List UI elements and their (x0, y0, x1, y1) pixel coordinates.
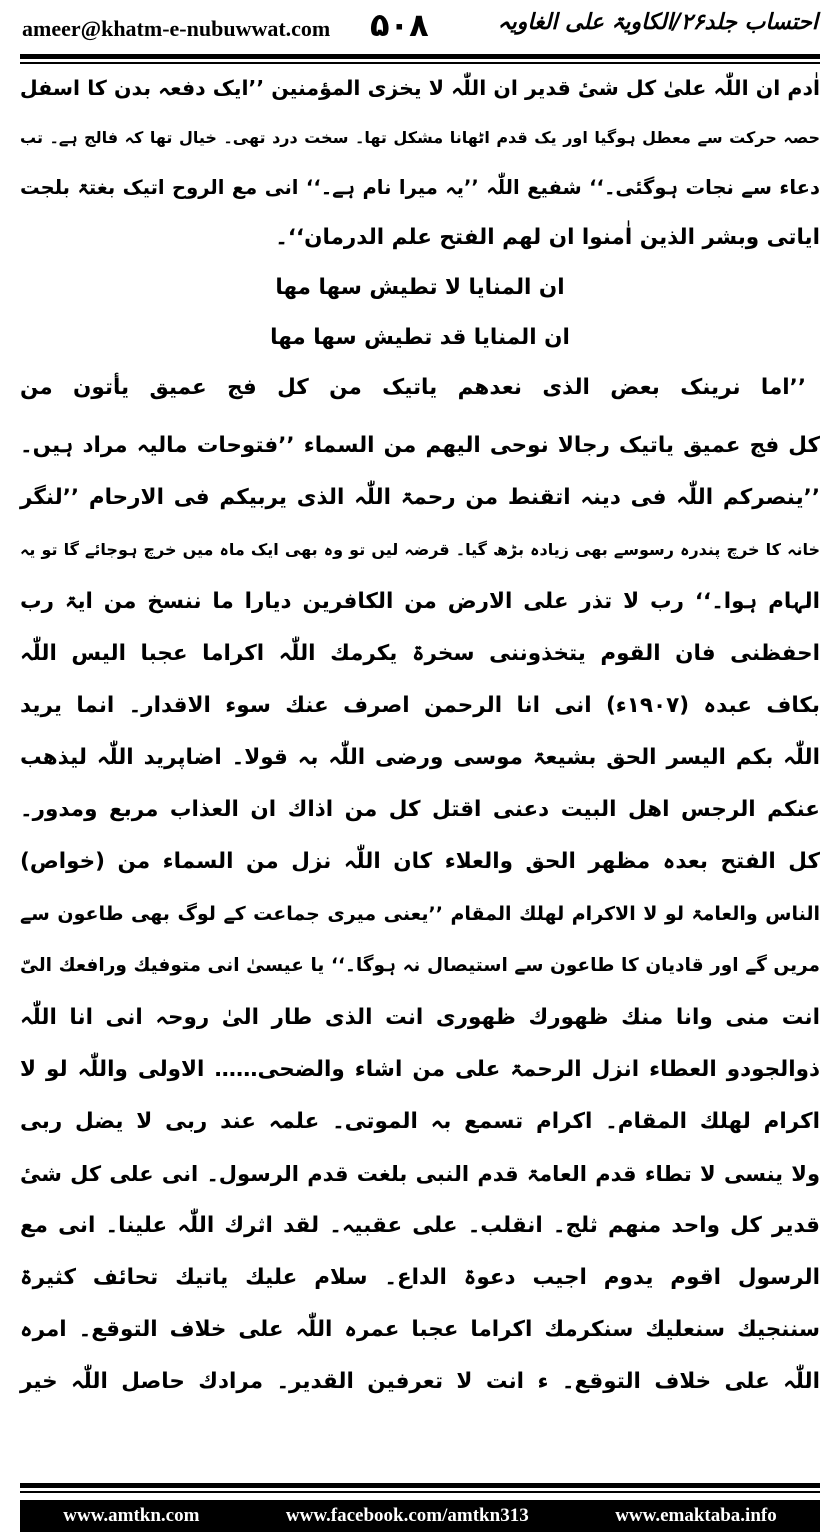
text-line: احفظنی فان القوم یتخذوننی سخرۃ یکرمك اللّٰہ اکراما عجبا الیس اللّٰہ (20, 641, 820, 666)
text-line: الہام ہوا۔‘‘ رب لا تذر علی الارض من الکافرین دیارا ما ننسخ من ایۃ رب (20, 589, 820, 614)
verse-line: ان المنایا قد تطیش سھا مھا (270, 325, 570, 350)
text-line: اکرام لھلك المقام۔ اکرام تسمع بہ الموتی۔ علمہ عند ربی لا یضل ربی (20, 1109, 820, 1134)
text-line: عنکم الرجس اھل البیت دعنی اقتل کل من اذاك ان العذاب مربع ومدور۔ (20, 797, 820, 822)
page-number: ۵۰۸ (370, 6, 429, 44)
text-line: ’’اما نرینک بعض الذی نعدھم یاتیک من کل فج عمیق یأتون من (20, 375, 806, 400)
footer-link-facebook: www.facebook.com/amtkn313 (285, 1505, 529, 1526)
book-title: احتساب جلد۲۶/الکاویۃ علی الغاویہ (497, 10, 818, 35)
page-body (20, 66, 820, 1480)
text-line: اللّٰہ علی خلاف التوقع۔ ء انت لا تعرفین القدیر۔ مرادك حاصل اللّٰہ خیر (20, 1369, 820, 1394)
page-footer (20, 1500, 820, 1532)
header-email: ameer@khatm-e-nubuwwat.com (22, 16, 331, 41)
text-line: مریں گے اور قادیان کا طاعون سے استیصال نہ ہوگا۔‘‘ یا عیسیٰ انی متوفیك ورافعك الیّ (20, 955, 820, 976)
footer-rule-thick (20, 1483, 820, 1488)
text-line: حصہ حرکت سے معطل ہوگیا اور یک قدم اٹھانا مشکل تھا۔ سخت درد تھی۔ خیال تھا کہ فالج ہے۔ تب (20, 128, 820, 147)
text-line: ولا ینسی لا تطاء قدم العامۃ قدم النبی بلغت قدم الرسول۔ انی علی کل شیٔ (20, 1162, 820, 1186)
text-line: بکاف عبدہ (۱۹۰۷ء) انی انا الرحمن اصرف عنك سوء الاقدار۔ انما یرید (20, 693, 820, 718)
text-line: الناس والعامۃ لو لا الاکرام لھلك المقام ’’یعنی میری جماعت کے لوگ بھی طاعون سے (20, 903, 820, 925)
text-line: انت منی وانا منك ظھورك ظھوری انت الذی طار الیٰ روحہ انی انا اللّٰہ (20, 1005, 820, 1030)
text-line: ایاتی وبشر الذین اٰمنوا ان لھم الفتح علم الدرمان‘‘۔ (275, 225, 820, 250)
text-line: سننجیك سنعلیك سنکرمك اکراما عجبا عمرہ اللّٰہ علی خلاف التوقع۔ امرہ (20, 1317, 820, 1342)
text-line: کل فج عمیق یاتیک رجالا نوحی الیھم من السماء ’’فتوحات مالیہ مراد ہیں۔ (20, 433, 820, 458)
header-rule-thin (20, 62, 820, 64)
text-line: ذوالجودو العطاء انزل الرحمۃ علی من اشاء والضحی…… الاولی واللّٰہ لو لا (20, 1057, 820, 1082)
text-line: خانہ کا خرچ پندرہ رسوسے بھی زیادہ بڑھ گیا۔ قرضہ لیں تو وہ بھی ایک ماہ میں خرچ ہوجائے گا تو یہ (20, 540, 820, 559)
text-line: اللّٰہ بکم الیسر الحق بشیعۃ موسی ورضی اللّٰہ بہ قولا۔ اضاپرید اللّٰہ لیذھب (20, 745, 820, 770)
footer-link-emaktaba: www.emaktaba.info (615, 1505, 777, 1526)
text-line: اٰدم ان اللّٰہ علیٰ کل شیٔ قدیر ان اللّٰہ لا یخزی المؤمنین ’’ایک دفعہ بدن کا اسفل (19, 76, 820, 100)
header-rule-thick (20, 54, 820, 59)
text-line: قدیر کل واحد منھم ثلج۔ انقلب۔ علی عقبیہ۔ لقد اثرك اللّٰہ علینا۔ انی مع (20, 1213, 820, 1238)
text-line: دعاء سے نجات ہوگئی۔‘‘ شفیع اللّٰہ ’’یہ میرا نام ہے۔‘‘ انی مع الروح اتیک بغتۃ بلجت (20, 176, 820, 199)
verse-line: ان المنایا لا تطیش سھا مھا (275, 275, 565, 300)
text-line: ’’ینصرکم اللّٰہ فی دینہ اتقنط من رحمۃ اللّٰہ الذی یربیکم فی الارحام ’’لنگر (20, 485, 820, 510)
footer-rule-thin (20, 1491, 820, 1493)
text-line: کل الفتح بعدہ مظھر الحق والعلاء کان اللّٰہ نزل من السماء من (خواص) (20, 849, 820, 874)
footer-link-amtkn: www.amtkn.com (63, 1505, 200, 1526)
page-header (0, 0, 840, 50)
text-line: الرسول اقوم یدوم اجیب دعوۃ الداع۔ سلام علیك یاتیك تحائف کثیرۃ (20, 1265, 820, 1290)
